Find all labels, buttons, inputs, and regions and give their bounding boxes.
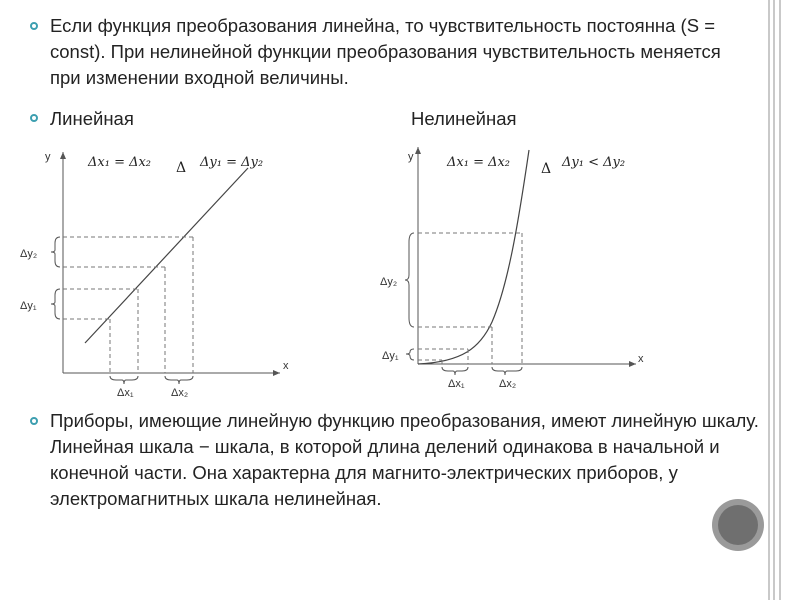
nonlinear-formula-right: Δy₁ < Δy₂ <box>562 155 626 170</box>
nonlinear-dy2-brace <box>405 233 414 327</box>
linear-dy1-brace <box>51 289 60 319</box>
nonlinear-dx1-label: Δx₁ <box>448 378 465 390</box>
nonlinear-function-curve <box>418 150 529 364</box>
decorative-circle <box>712 499 764 551</box>
nonlinear-dy2-label: Δy₂ <box>380 276 398 288</box>
nonlinear-dx2-label: Δx₂ <box>499 378 517 390</box>
linear-dx2-label: Δx₂ <box>171 387 189 399</box>
paragraph-sensitivity: Если функция преобразования линейна, то чувствительность постоянна (S = const). При нелинейной функции преобразования чувствительность меняется при изменении входной величины. <box>50 15 721 88</box>
nonlinear-x-label: x <box>638 353 644 365</box>
linear-x-label: x <box>283 360 289 372</box>
linear-dx1-label: Δx₁ <box>117 387 134 399</box>
nonlinear-diagram <box>405 147 636 375</box>
bullet-icon <box>30 417 38 425</box>
nonlinear-formula-left: Δx₁ = Δx₂ <box>447 155 511 170</box>
nonlinear-dx2-brace <box>492 367 522 375</box>
linear-dy1-label: Δy₁ <box>20 300 37 312</box>
linear-dx1-brace <box>110 376 138 384</box>
linear-dy2-label: Δy₂ <box>20 248 38 260</box>
linear-y-label: y <box>45 151 51 163</box>
paragraph-linear-scale: Приборы, имеющие линейную функцию преобразования, имеют линейную шкалу. Линейная шкала − шкала, в которой длина делений одинакова в начальной и конечной части. Она характерна для магнито-электрических приборов, у электромагнитных шкала нелинейная. <box>50 410 759 509</box>
nonlinear-dy1-label: Δy₁ <box>382 350 399 362</box>
linear-dx2-brace <box>165 376 193 384</box>
caption-nonlinear: Нелинейная <box>411 108 517 129</box>
bullet-icon <box>30 22 38 30</box>
nonlinear-dx1-brace <box>442 367 468 375</box>
nonlinear-dy1-brace <box>406 349 414 360</box>
linear-relation-symbol: Δ <box>176 160 187 176</box>
linear-formula-right: Δy₁ = Δy₂ <box>200 155 264 170</box>
linear-dy2-brace <box>51 237 60 267</box>
bullet-icon <box>30 114 38 122</box>
caption-linear: Линейная <box>50 108 134 129</box>
linear-diagram <box>51 152 280 384</box>
nonlinear-y-label: y <box>408 151 414 163</box>
linear-function-line <box>85 168 248 343</box>
transfer-function-diagrams <box>0 140 700 400</box>
nonlinear-relation-symbol: Δ <box>541 161 552 177</box>
linear-formula-left: Δx₁ = Δx₂ <box>88 155 152 170</box>
